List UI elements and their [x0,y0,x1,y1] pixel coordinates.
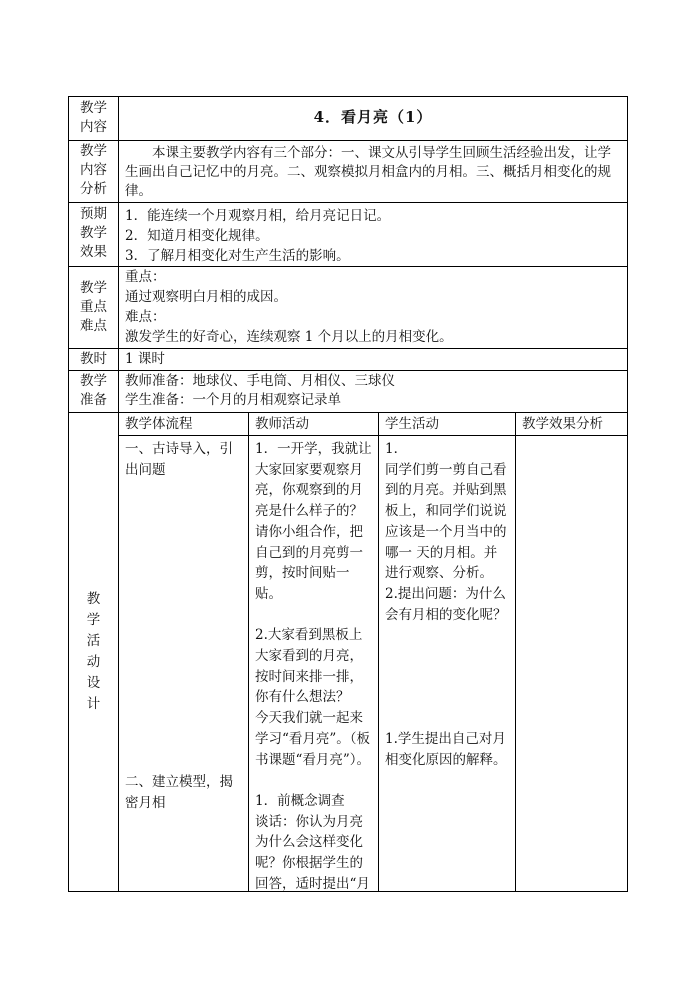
student-activity: 1． 同学们剪一剪自己看到的月亮。并贴到黑板上，和同学们说说应该是一个月当中的 哪一 天的月相。并进行观察、分析。 2.提出问题：为什么会有月相的变化呢？ 1.学生提出自己对月相变化原因的解释。 [385,441,507,768]
time-value: 1 课时 [125,351,165,367]
effect-item: 1．能连续一个月观察月相，给月亮记日记。 [125,208,391,224]
key-points [119,266,627,350]
flow-step-2: 二、建立模型，揭密月相 [125,774,233,811]
label-effect: 预期 教学 效果 [80,206,107,260]
label-prep: 教学 准备 [80,373,107,408]
label-content: 教学 内容 [80,100,107,135]
header-teacher: 教师活动 [255,416,309,432]
effect-item: 2．知道月相变化规律。 [125,228,269,244]
lesson-title: 4．看月亮（1） [313,108,433,126]
key-label: 重点： [125,269,166,285]
prep-student: 学生准备：一个月的月相观察记录单 [125,392,341,408]
label-analysis: 教学 内容 分析 [80,143,107,197]
label-key-points: 教学 重点 难点 [80,280,107,334]
key-text: 通过观察明白月相的成因。 [125,289,287,305]
header-flow: 教学体流程 [125,416,193,432]
effect-analysis [516,436,627,442]
prep [119,371,627,413]
flow-step-1: 一、古诗导入，引出问题 [125,441,233,478]
difficult-label: 难点： [125,309,166,325]
header-student: 学生活动 [385,416,439,432]
label-activity: 教 学 活 动 设 计 [86,591,101,712]
teacher-activity: 1．一开学，我就让大家回家要观察月亮，你观察到的月亮是什么样子的？请你小组合作，把自己到的月亮剪一剪，按时间贴一贴。 2.大家看到黑板上大家看到的月亮，按时间来排一排，你有什么想法？ 今天我们就一起来学习“看月亮”。（板书课题“看月亮”）。 1．前概念调查 谈话：你认为月亮为什么会这样变化呢？你根据学生的回答，适时提出“月 [255,441,372,892]
effect-item: 3．了解月相变化对生产生活的影响。 [125,248,350,264]
label-time: 教时 [80,351,107,367]
difficult-text: 激发学生的好奇心，连续观察 1 个月以上的月相变化。 [125,329,453,345]
prep-teacher: 教师准备：地球仪、手电筒、月相仪、三球仪 [125,373,395,389]
header-effect-analysis: 教学效果分析 [522,416,603,432]
effects-list [119,203,627,269]
analysis-text: 本课主要教学内容有三个部分：一、课文从引导学生回顾生活经验出发，让学生画出自己记忆中的月亮。二、观察模拟月相盒内的月相。三、概括月相变化的规律。 [125,145,611,199]
